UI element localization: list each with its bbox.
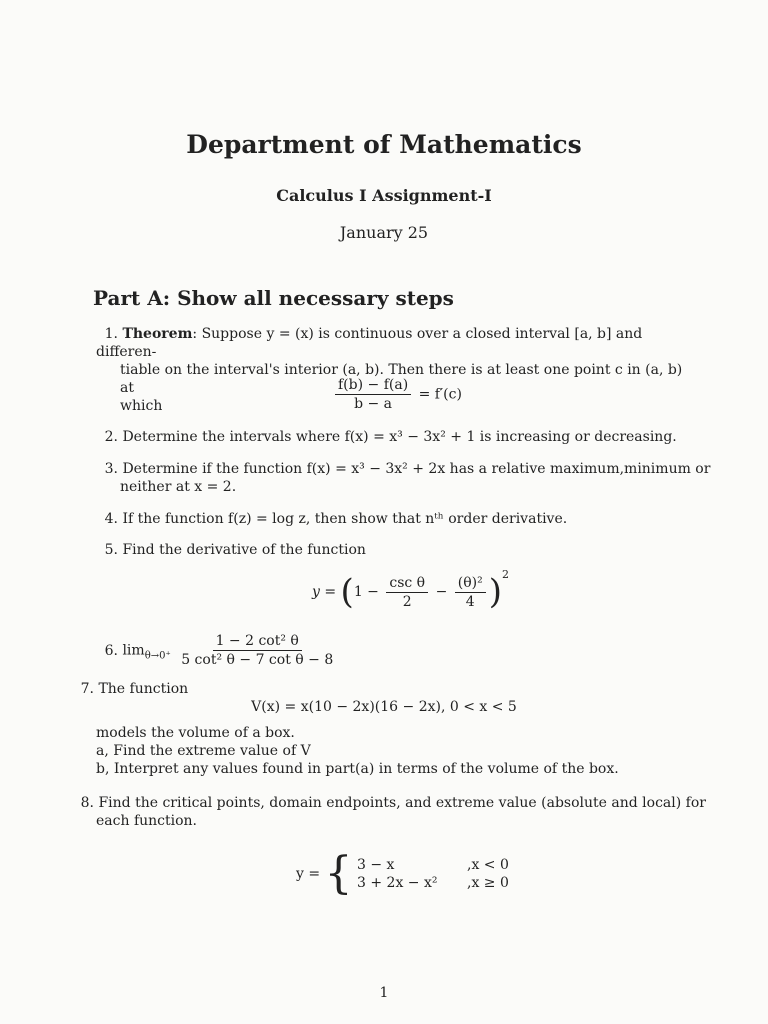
question-number: 7. — [80, 681, 94, 697]
question-number: 5. — [104, 542, 118, 558]
question-number: 6. — [104, 642, 118, 659]
assignment-subtitle: Calculus I Assignment-I — [276, 186, 492, 205]
part-a-heading: Part A: Show all necessary steps — [93, 286, 454, 310]
question-text: Determine if the function f(x) = x³ − 3x² + 2x has a relative maximum,minimum or — [122, 461, 711, 477]
volume-formula: V(x) = x(10 − 2x)(16 − 2x), 0 < x < 5 — [251, 699, 517, 715]
derivative-formula — [312, 566, 509, 611]
piecewise-function — [296, 848, 509, 899]
question-text: If the function f(z) = log z, then show that nᵗʰ order derivative. — [122, 511, 568, 527]
question-number: 4. — [104, 511, 118, 527]
question-number: 2. — [104, 429, 118, 445]
question-text: Find the critical points, domain endpoints, and extreme value (absolute and local) for — [98, 795, 706, 811]
fraction-denominator: 5 cot² θ − 7 cot θ − 8 — [181, 652, 334, 668]
fraction-numerator: 1 − 2 cot² θ — [213, 632, 302, 651]
formula-lhs: y = — [296, 866, 321, 882]
fraction-numerator: csc θ — [386, 574, 428, 593]
close-paren: ) — [488, 572, 502, 612]
question-2 — [96, 428, 716, 446]
question-text: The function — [98, 681, 189, 697]
question-text: neither at x = 2. — [120, 479, 237, 495]
document-date: January 25 — [339, 223, 429, 242]
question-3 — [96, 460, 716, 496]
limit-operator: lim — [122, 642, 145, 659]
question-5 — [96, 541, 716, 559]
question-text: a, Find the extreme value of V — [96, 743, 311, 759]
theorem-label: Theorem — [122, 326, 193, 342]
question-7 — [72, 680, 712, 698]
question-text: tiable on the interval's interior (a, b). Then there is at least one point c in (a, b) at — [120, 362, 683, 396]
question-6 — [96, 632, 339, 669]
question-8 — [72, 794, 722, 830]
formula-operator: − — [435, 584, 448, 600]
mean-value-formula — [332, 376, 462, 413]
left-brace: { — [324, 848, 353, 899]
question-text: which — [120, 398, 163, 414]
fraction-numerator: (θ)² — [455, 574, 486, 593]
case-expression: 3 + 2x − x² — [357, 875, 438, 891]
formula-rhs: = f′(c) — [418, 386, 462, 403]
question-4 — [96, 510, 716, 528]
question-number: 3. — [104, 461, 118, 477]
case-condition: ,x ≥ 0 — [467, 875, 509, 891]
limit-subscript: θ→0⁺ — [144, 650, 171, 662]
question-text: Determine the intervals where f(x) = x³ − 3x² + 1 is increasing or decreasing. — [122, 429, 677, 445]
fraction-denominator: 4 — [465, 593, 475, 610]
question-number: 1. — [104, 326, 118, 342]
fraction-denominator: b − a — [354, 396, 393, 412]
question-7-body — [96, 724, 736, 778]
fraction-numerator: f(b) − f(a) — [335, 376, 411, 395]
formula-term: 1 − — [353, 584, 379, 600]
question-text: : Suppose y = (x) is continuous over a closed interval [a, b] and differen- — [96, 326, 643, 360]
question-number: 8. — [80, 795, 94, 811]
open-paren: ( — [340, 572, 354, 612]
case-condition: ,x < 0 — [467, 857, 509, 873]
question-text: b, Interpret any values found in part(a) in terms of the volume of the box. — [96, 761, 619, 777]
fraction-denominator: 2 — [402, 593, 412, 610]
question-text: each function. — [96, 813, 197, 829]
document-title: Department of Mathematics — [186, 130, 582, 159]
formula-exponent: 2 — [501, 568, 509, 581]
formula-lhs: y = — [312, 584, 337, 600]
question-text: Find the derivative of the function — [122, 542, 366, 558]
page-number: 1 — [379, 985, 389, 1001]
question-text: models the volume of a box. — [96, 725, 295, 741]
case-expression: 3 − x — [357, 857, 395, 873]
